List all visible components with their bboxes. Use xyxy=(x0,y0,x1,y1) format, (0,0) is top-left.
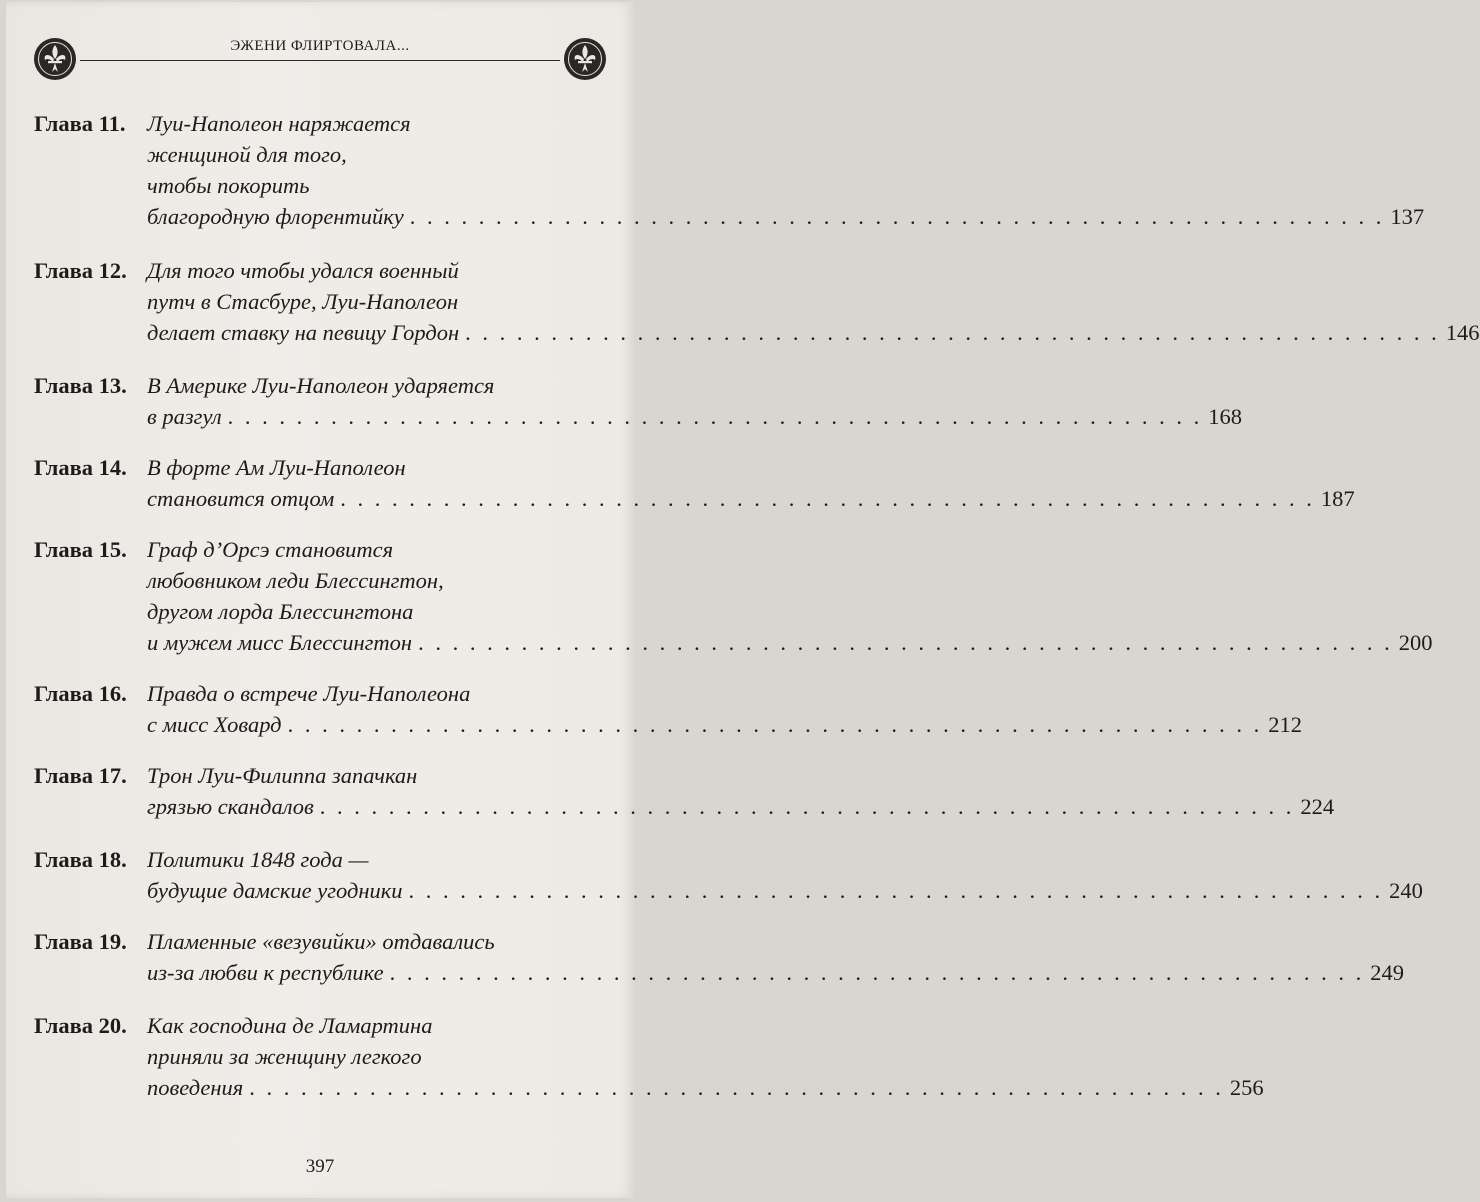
chapter-page-number: 212 xyxy=(1268,712,1302,737)
header-rule xyxy=(80,60,560,61)
chapter-title-line: Трон Луи-Филиппа запачкан xyxy=(147,763,418,788)
chapter-title-last-line xyxy=(147,1072,1264,1103)
chapter-label: Глава 14. xyxy=(34,455,127,480)
chapter-label: Глава 12. xyxy=(34,258,127,283)
dot-leader xyxy=(288,709,1263,740)
dot-leader xyxy=(228,401,1203,432)
dot-leader xyxy=(390,957,1365,988)
chapter-title-last-line xyxy=(147,627,1432,658)
chapter-title-line: Луи-Наполеон наряжается xyxy=(147,111,411,136)
chapter-title-line: Политики 1848 года — xyxy=(147,847,369,872)
chapter-title-line: с мисс Ховард xyxy=(147,712,282,737)
chapter-title-line: приняли за женщину легкого xyxy=(147,1044,422,1069)
chapter-title xyxy=(147,534,1432,658)
chapter-page-number: 240 xyxy=(1389,878,1423,903)
toc-entry xyxy=(34,370,1243,432)
book-page xyxy=(6,2,1480,1198)
dot-leader xyxy=(465,317,1440,348)
chapter-label: Глава 16. xyxy=(34,681,127,706)
chapter-title-line: из-за любви к республике xyxy=(147,960,384,985)
chapter-label: Глава 17. xyxy=(34,763,127,788)
chapter-title-line: женщиной для того, xyxy=(147,142,347,167)
chapter-title-last-line xyxy=(147,709,1302,740)
chapter-title-line: В Америке Луи-Наполеон ударяется xyxy=(147,373,495,398)
chapter-title-last-line xyxy=(147,483,1355,514)
toc-entry xyxy=(34,678,1302,740)
dot-leader xyxy=(418,627,1393,658)
dot-leader xyxy=(320,791,1295,822)
chapter-page-number: 137 xyxy=(1390,204,1425,229)
chapter-page-number: 187 xyxy=(1320,486,1355,511)
dot-leader xyxy=(409,875,1384,906)
toc-entry xyxy=(34,1010,1264,1103)
chapter-title xyxy=(147,926,1404,988)
chapter-page-number: 168 xyxy=(1208,404,1243,429)
chapter-title-line: и мужем мисс Блессингтон xyxy=(147,630,413,655)
chapter-title xyxy=(147,452,1355,514)
chapter-title-line: Как господина де Ламартина xyxy=(147,1013,433,1038)
toc-entry xyxy=(34,452,1355,514)
toc-entry xyxy=(34,255,1480,348)
chapter-label: Глава 20. xyxy=(34,1013,127,1038)
chapter-title xyxy=(147,844,1423,906)
toc-entry xyxy=(34,108,1425,232)
chapter-label: Глава 15. xyxy=(34,537,127,562)
chapter-title-last-line xyxy=(147,875,1423,906)
chapter-title-line: любовником леди Блессингтон, xyxy=(147,568,444,593)
chapter-page-number: 146 xyxy=(1445,320,1480,345)
toc-entry xyxy=(34,844,1423,906)
dot-leader xyxy=(249,1072,1224,1103)
chapter-title-line: делает ставку на певицу Гордон xyxy=(147,320,460,345)
chapter-title-last-line xyxy=(147,201,1424,232)
chapter-label: Глава 13. xyxy=(34,373,127,398)
chapter-title xyxy=(147,108,1424,232)
chapter-title xyxy=(147,1010,1264,1103)
chapter-title xyxy=(147,678,1302,740)
chapter-page-number: 249 xyxy=(1370,960,1404,985)
toc-entry xyxy=(34,760,1335,822)
toc-entry xyxy=(34,926,1404,988)
chapter-title-line: Правда о встрече Луи-Наполеона xyxy=(147,681,471,706)
chapter-title-line: чтобы покорить xyxy=(147,173,310,198)
chapter-title-last-line xyxy=(147,401,1242,432)
chapter-title-line: в разгул xyxy=(147,404,222,429)
chapter-label: Глава 19. xyxy=(34,929,127,954)
chapter-title-line: путч в Стасбуре, Луи-Наполеон xyxy=(147,289,459,314)
table-of-contents xyxy=(34,108,1480,1103)
chapter-title xyxy=(147,760,1334,822)
chapter-title xyxy=(147,370,1242,432)
fleur-de-lis-icon xyxy=(562,36,608,82)
chapter-page-number: 224 xyxy=(1300,794,1335,819)
chapter-title-line: В форте Ам Луи-Наполеон xyxy=(147,455,406,480)
chapter-title-line: становится отцом xyxy=(147,486,335,511)
chapter-title-line: Пламенные «везувийки» отдавались xyxy=(147,929,495,954)
chapter-title-line: грязью скандалов xyxy=(147,794,314,819)
chapter-title-line: благородную флорентийку xyxy=(147,204,404,229)
page-number: 397 xyxy=(305,1156,335,1177)
chapter-title-line: Граф д’Орсэ становится xyxy=(147,537,394,562)
chapter-label: Глава 11. xyxy=(34,111,126,136)
chapter-title-line: Для того чтобы удался военный xyxy=(147,258,459,283)
dot-leader xyxy=(340,483,1315,514)
running-title: ЭЖЕНИ ФЛИРТОВАЛА... xyxy=(230,38,410,54)
chapter-page-number: 200 xyxy=(1398,630,1433,655)
dot-leader xyxy=(410,201,1385,232)
chapter-title-line: другом лорда Блессингтона xyxy=(147,599,414,624)
chapter-title-last-line xyxy=(147,317,1480,348)
chapter-label: Глава 18. xyxy=(34,847,127,872)
chapter-title-line: будущие дамские угодники xyxy=(147,878,403,903)
running-header xyxy=(32,30,608,90)
toc-entry xyxy=(34,534,1433,658)
chapter-title-last-line xyxy=(147,791,1334,822)
chapter-title-line: поведения xyxy=(147,1075,244,1100)
chapter-title-last-line xyxy=(147,957,1404,988)
chapter-title xyxy=(147,255,1480,348)
chapter-page-number: 256 xyxy=(1229,1075,1264,1100)
